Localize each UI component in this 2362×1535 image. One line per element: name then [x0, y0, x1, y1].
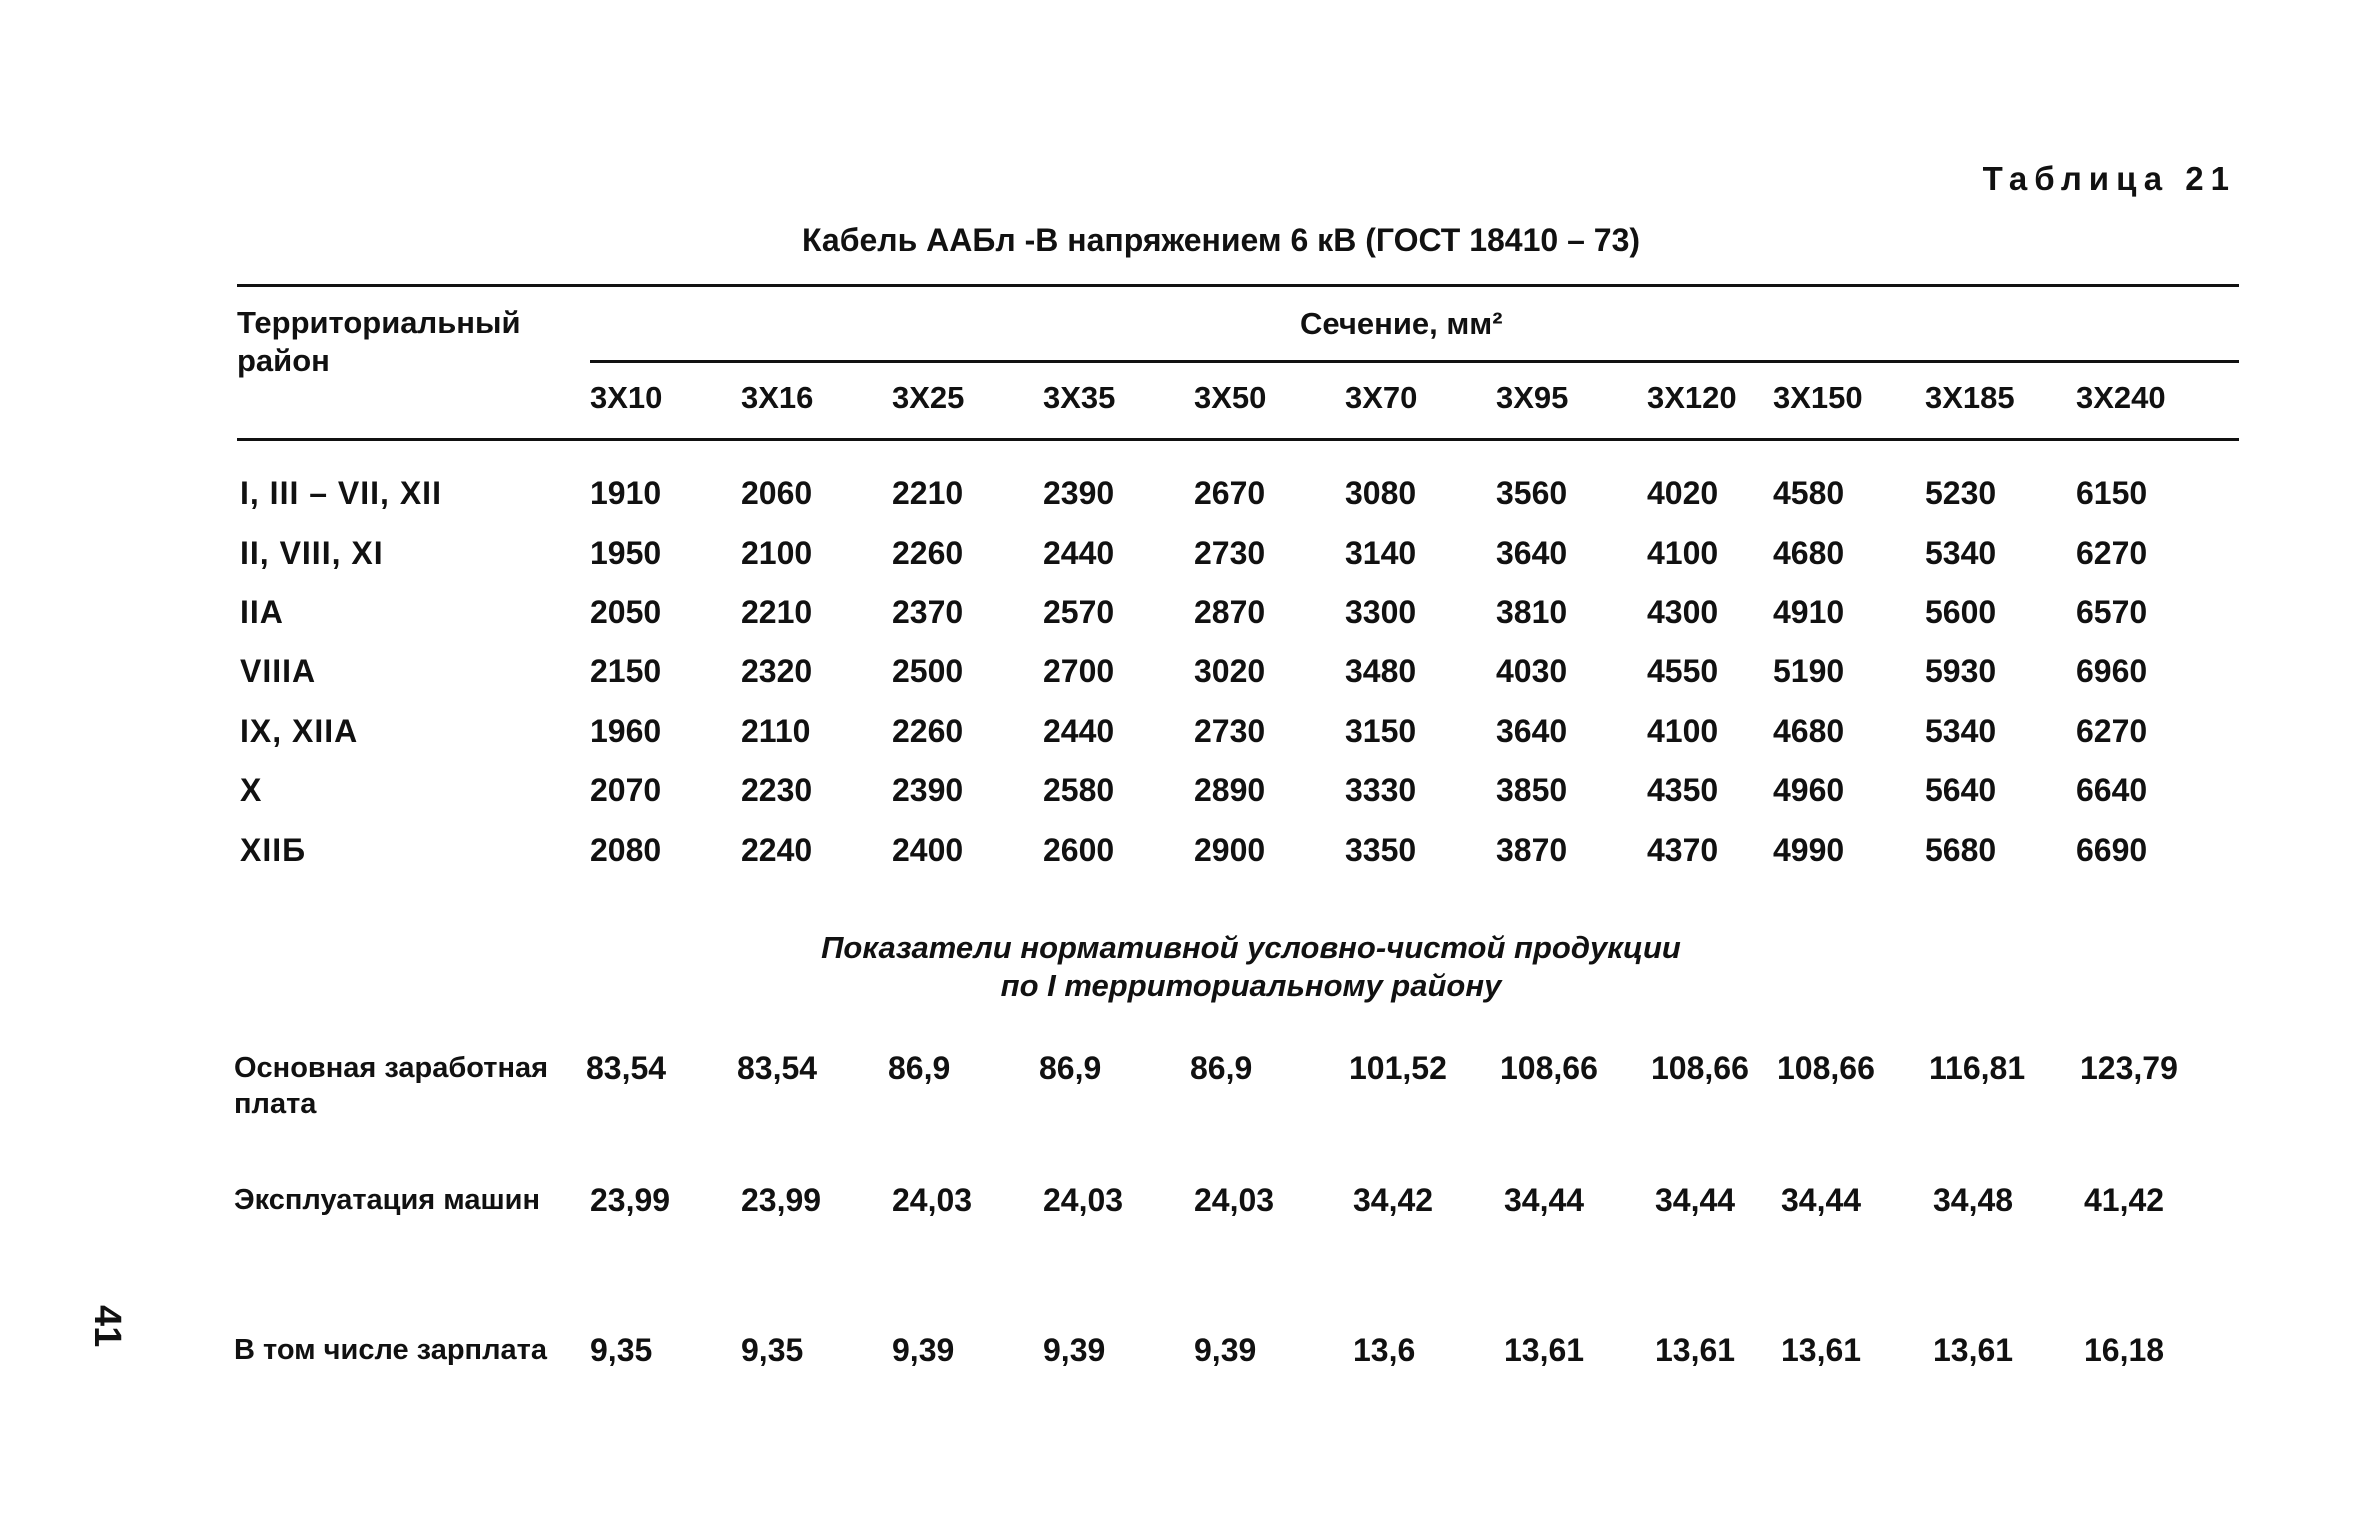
table-cell: 4030 — [1496, 653, 1568, 689]
table-title: Кабель ААБл -В напряжением 6 кВ (ГОСТ 18410 – 73) — [801, 222, 1641, 258]
indicator-value: 23,99 — [590, 1182, 671, 1218]
column-header: 3X70 — [1345, 380, 1418, 415]
table-cell: 2230 — [741, 772, 813, 808]
indicator-value: 86,9 — [1039, 1050, 1102, 1086]
table-cell: 3150 — [1345, 713, 1417, 749]
region-header-line2: район — [237, 343, 330, 378]
table-cell: 6150 — [2076, 475, 2148, 511]
indicator-value: 9,35 — [590, 1332, 653, 1368]
indicator-value: 41,42 — [2084, 1182, 2165, 1218]
table-cell: 4100 — [1647, 713, 1719, 749]
table-cell: 2580 — [1043, 772, 1115, 808]
table-cell: 4680 — [1773, 535, 1845, 571]
indicator-value: 9,39 — [1194, 1332, 1257, 1368]
row-label: II, VIII, XI — [240, 535, 384, 571]
table-cell: 4680 — [1773, 713, 1845, 749]
indicator-label: Основная заработная — [234, 1052, 549, 1084]
table-cell: 2070 — [590, 772, 662, 808]
table-cell: 2320 — [741, 653, 813, 689]
indicator-label: Эксплуатация машин — [234, 1184, 541, 1216]
row-label: IIA — [240, 594, 284, 630]
indicator-value: 13,61 — [1655, 1332, 1736, 1368]
table-cell: 2440 — [1043, 535, 1115, 571]
top-rule — [237, 284, 2239, 287]
table-cell: 6960 — [2076, 653, 2148, 689]
table-cell: 3870 — [1496, 832, 1568, 868]
table-cell: 2400 — [892, 832, 964, 868]
table-cell: 1950 — [590, 535, 662, 571]
row-label: X — [240, 772, 263, 808]
table-cell: 4350 — [1647, 772, 1719, 808]
table-cell: 2060 — [741, 475, 813, 511]
indicator-label: В том числе зарплата — [234, 1334, 547, 1366]
table-cell: 2730 — [1194, 713, 1266, 749]
table-cell: 2670 — [1194, 475, 1266, 511]
indicator-value: 9,35 — [741, 1332, 804, 1368]
indicator-value: 34,44 — [1504, 1182, 1585, 1218]
table-cell: 1960 — [590, 713, 662, 749]
indicator-value: 23,99 — [741, 1182, 822, 1218]
table-cell: 4300 — [1647, 594, 1719, 630]
table-cell: 3850 — [1496, 772, 1568, 808]
table-cell: 3480 — [1345, 653, 1417, 689]
indicator-value: 108,66 — [1651, 1050, 1749, 1086]
indicator-value: 116,81 — [1929, 1050, 2026, 1086]
table-cell: 2260 — [892, 535, 964, 571]
table-cell: 5680 — [1925, 832, 1997, 868]
table-cell: 2440 — [1043, 713, 1115, 749]
table-cell: 2240 — [741, 832, 813, 868]
table-cell: 2260 — [892, 713, 964, 749]
table-cell: 2100 — [741, 535, 813, 571]
column-header: 3X50 — [1194, 380, 1267, 415]
column-header: 3X16 — [741, 380, 814, 415]
table-cell: 3080 — [1345, 475, 1417, 511]
table-cell: 2390 — [1043, 475, 1115, 511]
header-bottom-rule — [237, 438, 2239, 441]
table-cell: 6690 — [2076, 832, 2148, 868]
column-header: 3X25 — [892, 380, 965, 415]
indicator-value: 13,61 — [1781, 1332, 1862, 1368]
indicator-value: 101,52 — [1349, 1050, 1447, 1086]
table-cell: 5600 — [1925, 594, 1997, 630]
table-cell: 2870 — [1194, 594, 1266, 630]
indicator-value: 13,61 — [1504, 1332, 1585, 1368]
column-header: 3X240 — [2076, 380, 2166, 415]
table-cell: 2210 — [892, 475, 964, 511]
table-cell: 5230 — [1925, 475, 1997, 511]
indicator-label-line2: плата — [234, 1088, 317, 1120]
column-header: 3X120 — [1647, 380, 1737, 415]
indicator-value: 24,03 — [892, 1182, 973, 1218]
table-cell: 4370 — [1647, 832, 1719, 868]
table-cell: 3350 — [1345, 832, 1417, 868]
indicator-value: 34,44 — [1655, 1182, 1736, 1218]
table-cell: 3020 — [1194, 653, 1266, 689]
subheading-line2: по I территориальному району — [1000, 968, 1502, 1003]
table-cell: 3560 — [1496, 475, 1568, 511]
table-cell: 6270 — [2076, 535, 2148, 571]
table-cell: 5340 — [1925, 713, 1997, 749]
indicator-value: 13,6 — [1353, 1332, 1416, 1368]
indicator-value: 123,79 — [2080, 1050, 2178, 1086]
table-cell: 6640 — [2076, 772, 2148, 808]
indicator-value: 9,39 — [1043, 1332, 1106, 1368]
table-cell: 2050 — [590, 594, 662, 630]
table-cell: 3330 — [1345, 772, 1417, 808]
indicator-value: 34,42 — [1353, 1182, 1434, 1218]
table-cell: 2730 — [1194, 535, 1266, 571]
table-cell: 2900 — [1194, 832, 1266, 868]
section-rule — [590, 360, 2239, 363]
column-header: 3X35 — [1043, 380, 1116, 415]
table-cell: 2570 — [1043, 594, 1115, 630]
column-header: 3X150 — [1773, 380, 1863, 415]
indicator-value: 34,48 — [1933, 1182, 2014, 1218]
table-cell: 5190 — [1773, 653, 1845, 689]
column-header: 3X95 — [1496, 380, 1569, 415]
table-cell: 6270 — [2076, 713, 2148, 749]
table-cell: 4580 — [1773, 475, 1845, 511]
table-cell: 4990 — [1773, 832, 1845, 868]
table-cell: 2600 — [1043, 832, 1115, 868]
table-cell: 4020 — [1647, 475, 1719, 511]
table-cell: 5340 — [1925, 535, 1997, 571]
indicator-value: 108,66 — [1777, 1050, 1875, 1086]
indicator-value: 86,9 — [888, 1050, 951, 1086]
table-cell: 2210 — [741, 594, 813, 630]
table-cell: 2890 — [1194, 772, 1266, 808]
column-header: 3X185 — [1925, 380, 2015, 415]
row-label: XIIБ — [240, 832, 307, 868]
table-cell: 3640 — [1496, 713, 1568, 749]
table-cell: 2110 — [741, 713, 811, 749]
table-cell: 6570 — [2076, 594, 2148, 630]
table-cell: 3810 — [1496, 594, 1568, 630]
indicator-value: 24,03 — [1194, 1182, 1275, 1218]
region-header-line1: Территориальный — [237, 305, 521, 340]
table-cell: 4910 — [1773, 594, 1845, 630]
indicator-value: 83,54 — [737, 1050, 818, 1086]
subheading-line1: Показатели нормативной условно-чистой продукции — [821, 930, 1681, 965]
column-header: 3X10 — [590, 380, 663, 415]
region-header — [237, 304, 521, 380]
indicator-value: 108,66 — [1500, 1050, 1598, 1086]
indicator-value: 83,54 — [586, 1050, 667, 1086]
table-cell: 3640 — [1496, 535, 1568, 571]
table-cell: 4100 — [1647, 535, 1719, 571]
row-label: I, III – VII, XII — [240, 475, 442, 511]
table-number-label: Таблица 21 — [1982, 160, 2236, 197]
indicator-value: 34,44 — [1781, 1182, 1862, 1218]
table-cell: 3300 — [1345, 594, 1417, 630]
indicator-value: 9,39 — [892, 1332, 955, 1368]
table-cell: 4960 — [1773, 772, 1845, 808]
indicator-value: 86,9 — [1190, 1050, 1253, 1086]
table-cell: 2370 — [892, 594, 964, 630]
table-cell: 2150 — [590, 653, 662, 689]
table-cell: 5640 — [1925, 772, 1997, 808]
table-cell: 2080 — [590, 832, 662, 868]
page-number: 41 — [86, 1305, 128, 1348]
table-cell: 3140 — [1345, 535, 1417, 571]
table-cell: 1910 — [590, 475, 662, 511]
indicator-value: 24,03 — [1043, 1182, 1124, 1218]
table-cell: 2700 — [1043, 653, 1115, 689]
indicator-value: 16,18 — [2084, 1332, 2165, 1368]
table-cell: 2390 — [892, 772, 964, 808]
table-cell: 2500 — [892, 653, 964, 689]
row-label: IX, XIIA — [240, 713, 359, 749]
section-header: Сечение, мм² — [1300, 306, 1503, 341]
row-label: VIIIA — [240, 653, 317, 689]
table-cell: 5930 — [1925, 653, 1997, 689]
table-cell: 4550 — [1647, 653, 1719, 689]
indicator-value: 13,61 — [1933, 1332, 2014, 1368]
